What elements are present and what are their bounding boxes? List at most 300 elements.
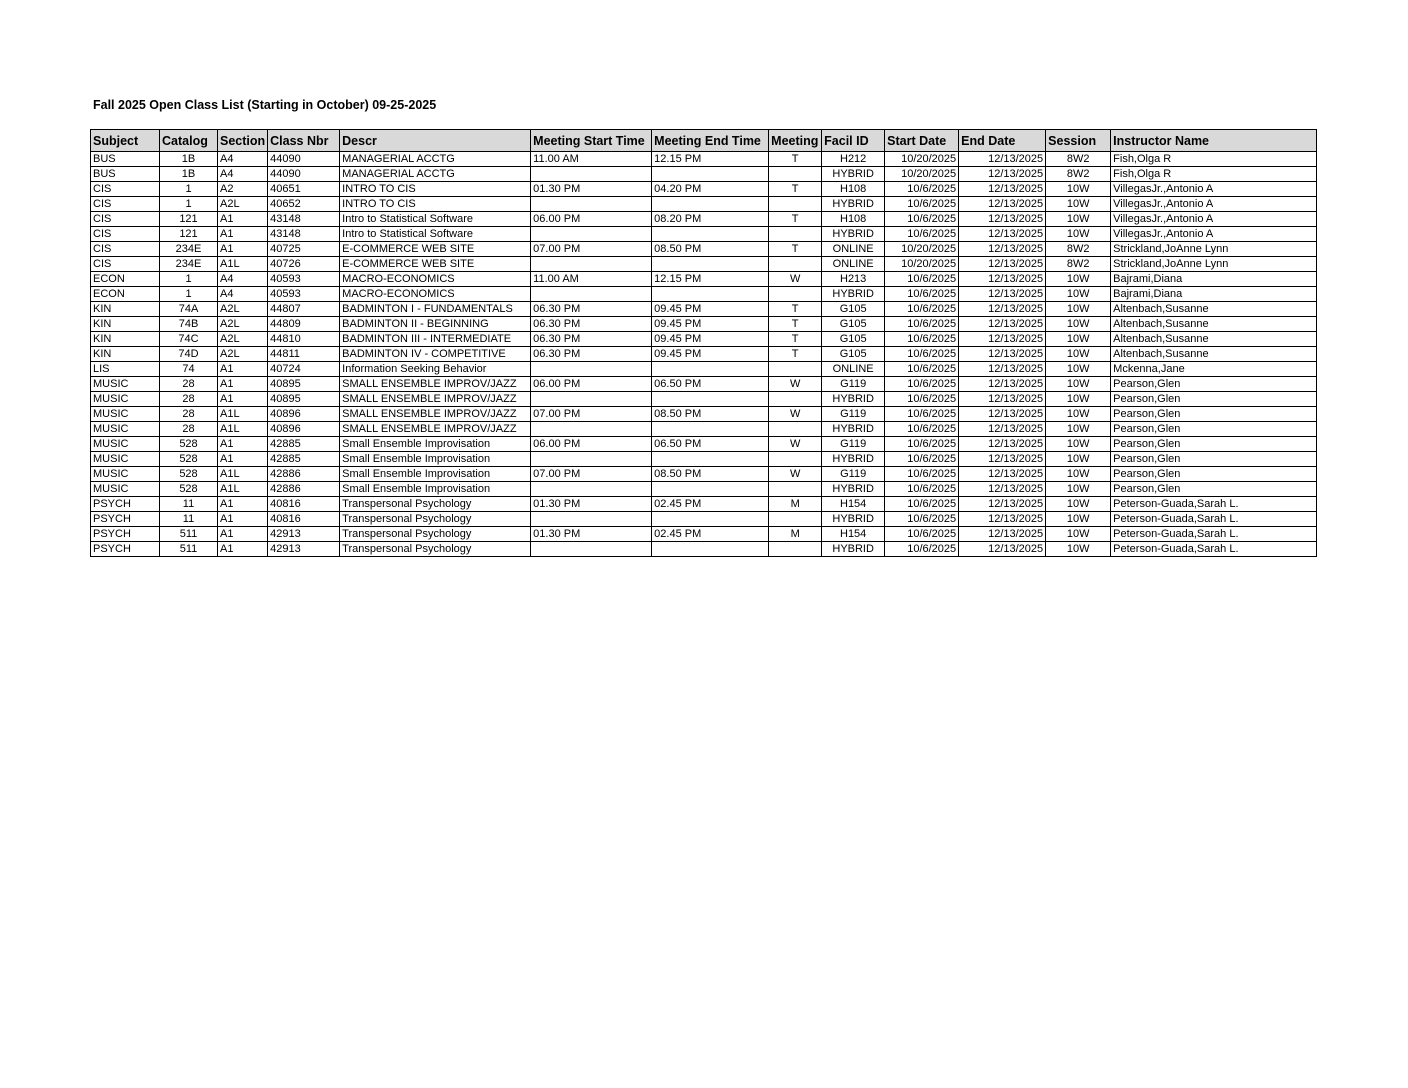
cell-meeting-start-time: 01.30 PM: [531, 182, 652, 197]
column-header-end-date: End Date: [959, 130, 1046, 152]
cell-facil-id: H154: [822, 527, 885, 542]
cell-meeting-start-time: [531, 422, 652, 437]
cell-section: A1L: [218, 257, 268, 272]
cell-start-date: 10/6/2025: [885, 317, 959, 332]
cell-end-date: 12/13/2025: [959, 362, 1046, 377]
cell-subject: MUSIC: [91, 407, 160, 422]
cell-subject: CIS: [91, 197, 160, 212]
table-row: [91, 272, 1317, 287]
cell-class-nbr: 42913: [268, 542, 340, 557]
cell-end-date: 12/13/2025: [959, 317, 1046, 332]
table-row: [91, 377, 1317, 392]
cell-catalog: 528: [160, 482, 218, 497]
cell-facil-id: G119: [822, 467, 885, 482]
cell-meeting-end-time: 06.50 PM: [652, 437, 769, 452]
cell-meeting: T: [769, 242, 822, 257]
cell-instructor-name: Pearson,Glen: [1111, 437, 1317, 452]
cell-start-date: 10/6/2025: [885, 272, 959, 287]
cell-catalog: 74: [160, 362, 218, 377]
cell-descr: BADMINTON III - INTERMEDIATE: [340, 332, 531, 347]
cell-subject: PSYCH: [91, 527, 160, 542]
cell-subject: MUSIC: [91, 377, 160, 392]
cell-session: 10W: [1046, 287, 1111, 302]
cell-instructor-name: Fish,Olga R: [1111, 167, 1317, 182]
cell-instructor-name: Peterson-Guada,Sarah L.: [1111, 512, 1317, 527]
cell-class-nbr: 43148: [268, 227, 340, 242]
cell-start-date: 10/6/2025: [885, 542, 959, 557]
cell-meeting-start-time: [531, 392, 652, 407]
cell-catalog: 74C: [160, 332, 218, 347]
cell-class-nbr: 40896: [268, 407, 340, 422]
cell-facil-id: HYBRID: [822, 482, 885, 497]
cell-class-nbr: 42885: [268, 452, 340, 467]
cell-instructor-name: Pearson,Glen: [1111, 452, 1317, 467]
cell-descr: Intro to Statistical Software: [340, 212, 531, 227]
cell-subject: BUS: [91, 152, 160, 167]
cell-descr: Transpersonal Psychology: [340, 512, 531, 527]
column-header-class-nbr: Class Nbr: [268, 130, 340, 152]
cell-meeting-start-time: 07.00 PM: [531, 467, 652, 482]
table-row: [91, 197, 1317, 212]
cell-end-date: 12/13/2025: [959, 527, 1046, 542]
cell-session: 10W: [1046, 512, 1111, 527]
cell-end-date: 12/13/2025: [959, 167, 1046, 182]
cell-meeting-end-time: [652, 512, 769, 527]
cell-section: A1: [218, 452, 268, 467]
column-header-meeting-end-time: Meeting End Time: [652, 130, 769, 152]
cell-meeting-start-time: 07.00 PM: [531, 407, 652, 422]
cell-meeting-end-time: 08.50 PM: [652, 407, 769, 422]
column-header-section: Section: [218, 130, 268, 152]
column-header-meeting: Meeting: [769, 130, 822, 152]
cell-section: A1L: [218, 482, 268, 497]
cell-meeting: [769, 482, 822, 497]
cell-subject: MUSIC: [91, 392, 160, 407]
cell-meeting: T: [769, 152, 822, 167]
cell-meeting-end-time: 04.20 PM: [652, 182, 769, 197]
table-row: [91, 497, 1317, 512]
cell-meeting-start-time: 06.30 PM: [531, 347, 652, 362]
cell-meeting-end-time: [652, 167, 769, 182]
cell-class-nbr: 40724: [268, 362, 340, 377]
cell-end-date: 12/13/2025: [959, 542, 1046, 557]
cell-meeting-end-time: 06.50 PM: [652, 377, 769, 392]
cell-instructor-name: Peterson-Guada,Sarah L.: [1111, 497, 1317, 512]
cell-meeting-start-time: 07.00 PM: [531, 242, 652, 257]
cell-start-date: 10/6/2025: [885, 452, 959, 467]
cell-end-date: 12/13/2025: [959, 422, 1046, 437]
cell-start-date: 10/6/2025: [885, 527, 959, 542]
cell-subject: PSYCH: [91, 512, 160, 527]
table-row: [91, 392, 1317, 407]
cell-meeting: [769, 167, 822, 182]
cell-meeting: W: [769, 272, 822, 287]
cell-instructor-name: Pearson,Glen: [1111, 377, 1317, 392]
cell-section: A1: [218, 212, 268, 227]
cell-section: A1: [218, 377, 268, 392]
cell-instructor-name: Altenbach,Susanne: [1111, 302, 1317, 317]
cell-end-date: 12/13/2025: [959, 467, 1046, 482]
cell-end-date: 12/13/2025: [959, 347, 1046, 362]
cell-catalog: 528: [160, 467, 218, 482]
cell-session: 10W: [1046, 452, 1111, 467]
cell-descr: SMALL ENSEMBLE IMPROV/JAZZ: [340, 407, 531, 422]
cell-meeting-end-time: 09.45 PM: [652, 347, 769, 362]
cell-facil-id: H213: [822, 272, 885, 287]
cell-subject: BUS: [91, 167, 160, 182]
cell-catalog: 1: [160, 287, 218, 302]
cell-session: 10W: [1046, 467, 1111, 482]
table-row: [91, 287, 1317, 302]
cell-meeting-start-time: 01.30 PM: [531, 497, 652, 512]
cell-catalog: 528: [160, 452, 218, 467]
cell-instructor-name: Altenbach,Susanne: [1111, 317, 1317, 332]
cell-class-nbr: 42913: [268, 527, 340, 542]
cell-start-date: 10/6/2025: [885, 377, 959, 392]
cell-instructor-name: Peterson-Guada,Sarah L.: [1111, 527, 1317, 542]
cell-class-nbr: 40593: [268, 272, 340, 287]
cell-facil-id: HYBRID: [822, 422, 885, 437]
cell-instructor-name: Peterson-Guada,Sarah L.: [1111, 542, 1317, 557]
cell-instructor-name: Mckenna,Jane: [1111, 362, 1317, 377]
cell-session: 10W: [1046, 227, 1111, 242]
cell-catalog: 1: [160, 197, 218, 212]
cell-start-date: 10/6/2025: [885, 407, 959, 422]
cell-meeting: T: [769, 212, 822, 227]
cell-subject: PSYCH: [91, 497, 160, 512]
cell-start-date: 10/20/2025: [885, 257, 959, 272]
cell-class-nbr: 40593: [268, 287, 340, 302]
cell-start-date: 10/6/2025: [885, 512, 959, 527]
cell-instructor-name: Fish,Olga R: [1111, 152, 1317, 167]
cell-meeting-end-time: [652, 542, 769, 557]
cell-class-nbr: 44811: [268, 347, 340, 362]
cell-class-nbr: 40895: [268, 377, 340, 392]
cell-facil-id: G119: [822, 407, 885, 422]
cell-subject: MUSIC: [91, 482, 160, 497]
cell-subject: CIS: [91, 242, 160, 257]
cell-meeting: [769, 392, 822, 407]
cell-end-date: 12/13/2025: [959, 392, 1046, 407]
cell-meeting-end-time: 09.45 PM: [652, 332, 769, 347]
cell-instructor-name: Pearson,Glen: [1111, 392, 1317, 407]
cell-meeting-end-time: 09.45 PM: [652, 302, 769, 317]
cell-class-nbr: 40816: [268, 512, 340, 527]
cell-class-nbr: 44809: [268, 317, 340, 332]
cell-descr: MACRO-ECONOMICS: [340, 272, 531, 287]
cell-meeting-end-time: 12.15 PM: [652, 272, 769, 287]
cell-section: A2L: [218, 302, 268, 317]
cell-meeting-start-time: [531, 257, 652, 272]
cell-class-nbr: 44810: [268, 332, 340, 347]
cell-meeting: [769, 197, 822, 212]
table-row: [91, 242, 1317, 257]
cell-end-date: 12/13/2025: [959, 377, 1046, 392]
cell-end-date: 12/13/2025: [959, 227, 1046, 242]
cell-session: 8W2: [1046, 242, 1111, 257]
cell-facil-id: HYBRID: [822, 452, 885, 467]
cell-section: A4: [218, 167, 268, 182]
cell-facil-id: HYBRID: [822, 197, 885, 212]
class-list-table: [90, 129, 1317, 557]
cell-meeting-start-time: [531, 512, 652, 527]
table-row: [91, 407, 1317, 422]
cell-subject: CIS: [91, 182, 160, 197]
cell-end-date: 12/13/2025: [959, 302, 1046, 317]
cell-facil-id: G105: [822, 302, 885, 317]
cell-catalog: 11: [160, 497, 218, 512]
cell-descr: MANAGERIAL ACCTG: [340, 152, 531, 167]
cell-start-date: 10/6/2025: [885, 347, 959, 362]
cell-facil-id: HYBRID: [822, 287, 885, 302]
cell-descr: E-COMMERCE WEB SITE: [340, 257, 531, 272]
cell-start-date: 10/6/2025: [885, 302, 959, 317]
cell-subject: CIS: [91, 257, 160, 272]
cell-section: A2L: [218, 317, 268, 332]
cell-end-date: 12/13/2025: [959, 332, 1046, 347]
cell-descr: BADMINTON II - BEGINNING: [340, 317, 531, 332]
cell-end-date: 12/13/2025: [959, 482, 1046, 497]
cell-meeting-end-time: [652, 422, 769, 437]
cell-meeting-start-time: 06.00 PM: [531, 437, 652, 452]
cell-section: A4: [218, 152, 268, 167]
cell-meeting: [769, 287, 822, 302]
cell-facil-id: ONLINE: [822, 242, 885, 257]
cell-instructor-name: Pearson,Glen: [1111, 482, 1317, 497]
cell-end-date: 12/13/2025: [959, 407, 1046, 422]
cell-session: 10W: [1046, 182, 1111, 197]
cell-meeting-end-time: 02.45 PM: [652, 527, 769, 542]
cell-section: A1: [218, 392, 268, 407]
cell-meeting-start-time: 01.30 PM: [531, 527, 652, 542]
cell-meeting-start-time: 06.00 PM: [531, 212, 652, 227]
cell-descr: Information Seeking Behavior: [340, 362, 531, 377]
cell-descr: BADMINTON I - FUNDAMENTALS: [340, 302, 531, 317]
column-header-descr: Descr: [340, 130, 531, 152]
table-row: [91, 257, 1317, 272]
cell-section: A2L: [218, 347, 268, 362]
cell-meeting-start-time: [531, 542, 652, 557]
cell-meeting: W: [769, 407, 822, 422]
cell-start-date: 10/20/2025: [885, 152, 959, 167]
cell-instructor-name: Pearson,Glen: [1111, 422, 1317, 437]
table-row: [91, 437, 1317, 452]
table-row: [91, 167, 1317, 182]
cell-class-nbr: 40816: [268, 497, 340, 512]
cell-start-date: 10/6/2025: [885, 332, 959, 347]
cell-class-nbr: 40895: [268, 392, 340, 407]
column-header-catalog: Catalog: [160, 130, 218, 152]
cell-descr: MACRO-ECONOMICS: [340, 287, 531, 302]
cell-class-nbr: 40725: [268, 242, 340, 257]
cell-catalog: 1B: [160, 167, 218, 182]
cell-meeting: W: [769, 437, 822, 452]
cell-section: A1: [218, 437, 268, 452]
cell-session: 10W: [1046, 197, 1111, 212]
cell-start-date: 10/20/2025: [885, 167, 959, 182]
cell-facil-id: HYBRID: [822, 392, 885, 407]
cell-meeting-end-time: 08.50 PM: [652, 467, 769, 482]
column-header-start-date: Start Date: [885, 130, 959, 152]
cell-meeting: [769, 542, 822, 557]
cell-session: 10W: [1046, 317, 1111, 332]
cell-catalog: 74A: [160, 302, 218, 317]
cell-session: 10W: [1046, 527, 1111, 542]
cell-catalog: 1B: [160, 152, 218, 167]
page-title: Fall 2025 Open Class List (Starting in October) 09-25-2025: [93, 98, 437, 112]
cell-session: 10W: [1046, 407, 1111, 422]
cell-meeting-start-time: 11.00 AM: [531, 272, 652, 287]
table-row: [91, 452, 1317, 467]
cell-section: A1L: [218, 407, 268, 422]
cell-meeting: M: [769, 527, 822, 542]
cell-instructor-name: Bajrami,Diana: [1111, 272, 1317, 287]
cell-section: A4: [218, 272, 268, 287]
cell-subject: MUSIC: [91, 467, 160, 482]
cell-class-nbr: 44090: [268, 167, 340, 182]
table-row: [91, 362, 1317, 377]
cell-section: A4: [218, 287, 268, 302]
cell-meeting-start-time: [531, 167, 652, 182]
cell-catalog: 28: [160, 422, 218, 437]
cell-start-date: 10/6/2025: [885, 212, 959, 227]
cell-catalog: 28: [160, 377, 218, 392]
cell-meeting-end-time: [652, 257, 769, 272]
table-row: [91, 212, 1317, 227]
cell-subject: ECON: [91, 287, 160, 302]
cell-end-date: 12/13/2025: [959, 287, 1046, 302]
cell-facil-id: HYBRID: [822, 512, 885, 527]
cell-end-date: 12/13/2025: [959, 257, 1046, 272]
cell-meeting: [769, 422, 822, 437]
cell-start-date: 10/6/2025: [885, 422, 959, 437]
column-header-subject: Subject: [91, 130, 160, 152]
cell-meeting-end-time: [652, 482, 769, 497]
cell-descr: Small Ensemble Improvisation: [340, 452, 531, 467]
cell-subject: MUSIC: [91, 437, 160, 452]
cell-meeting: [769, 362, 822, 377]
cell-instructor-name: VillegasJr.,Antonio A: [1111, 212, 1317, 227]
cell-subject: KIN: [91, 317, 160, 332]
cell-catalog: 121: [160, 227, 218, 242]
cell-start-date: 10/6/2025: [885, 497, 959, 512]
cell-facil-id: HYBRID: [822, 542, 885, 557]
cell-catalog: 528: [160, 437, 218, 452]
cell-start-date: 10/20/2025: [885, 242, 959, 257]
cell-descr: INTRO TO CIS: [340, 197, 531, 212]
cell-meeting: [769, 257, 822, 272]
cell-descr: Small Ensemble Improvisation: [340, 482, 531, 497]
cell-instructor-name: Altenbach,Susanne: [1111, 347, 1317, 362]
cell-descr: E-COMMERCE WEB SITE: [340, 242, 531, 257]
cell-facil-id: G105: [822, 317, 885, 332]
cell-section: A2L: [218, 332, 268, 347]
cell-instructor-name: Strickland,JoAnne Lynn: [1111, 257, 1317, 272]
cell-meeting-end-time: 12.15 PM: [652, 152, 769, 167]
cell-catalog: 28: [160, 392, 218, 407]
cell-meeting-end-time: [652, 287, 769, 302]
cell-start-date: 10/6/2025: [885, 287, 959, 302]
cell-facil-id: ONLINE: [822, 362, 885, 377]
cell-catalog: 511: [160, 542, 218, 557]
cell-section: A2L: [218, 197, 268, 212]
cell-catalog: 1: [160, 272, 218, 287]
table-row: [91, 512, 1317, 527]
cell-meeting-end-time: 08.50 PM: [652, 242, 769, 257]
cell-end-date: 12/13/2025: [959, 452, 1046, 467]
cell-catalog: 234E: [160, 242, 218, 257]
cell-end-date: 12/13/2025: [959, 212, 1046, 227]
cell-session: 8W2: [1046, 167, 1111, 182]
cell-subject: KIN: [91, 332, 160, 347]
cell-class-nbr: 42886: [268, 482, 340, 497]
cell-descr: Transpersonal Psychology: [340, 527, 531, 542]
cell-meeting-end-time: [652, 452, 769, 467]
cell-subject: LIS: [91, 362, 160, 377]
cell-catalog: 234E: [160, 257, 218, 272]
cell-end-date: 12/13/2025: [959, 242, 1046, 257]
cell-descr: Small Ensemble Improvisation: [340, 437, 531, 452]
table-row: [91, 347, 1317, 362]
cell-session: 10W: [1046, 332, 1111, 347]
cell-descr: SMALL ENSEMBLE IMPROV/JAZZ: [340, 392, 531, 407]
cell-catalog: 121: [160, 212, 218, 227]
cell-section: A1L: [218, 422, 268, 437]
table-row: [91, 182, 1317, 197]
cell-catalog: 511: [160, 527, 218, 542]
cell-start-date: 10/6/2025: [885, 227, 959, 242]
cell-meeting: [769, 452, 822, 467]
cell-meeting-end-time: 09.45 PM: [652, 317, 769, 332]
cell-facil-id: H154: [822, 497, 885, 512]
cell-meeting-end-time: [652, 362, 769, 377]
table-row: [91, 422, 1317, 437]
cell-meeting: T: [769, 332, 822, 347]
cell-session: 10W: [1046, 482, 1111, 497]
cell-meeting-start-time: [531, 482, 652, 497]
cell-meeting: M: [769, 497, 822, 512]
cell-meeting: [769, 227, 822, 242]
cell-subject: KIN: [91, 302, 160, 317]
cell-section: A1: [218, 542, 268, 557]
cell-start-date: 10/6/2025: [885, 392, 959, 407]
cell-instructor-name: Strickland,JoAnne Lynn: [1111, 242, 1317, 257]
cell-subject: PSYCH: [91, 542, 160, 557]
cell-section: A2: [218, 182, 268, 197]
cell-session: 10W: [1046, 542, 1111, 557]
cell-end-date: 12/13/2025: [959, 437, 1046, 452]
cell-session: 10W: [1046, 422, 1111, 437]
cell-subject: ECON: [91, 272, 160, 287]
cell-facil-id: H108: [822, 212, 885, 227]
cell-instructor-name: Altenbach,Susanne: [1111, 332, 1317, 347]
cell-descr: MANAGERIAL ACCTG: [340, 167, 531, 182]
cell-meeting: W: [769, 467, 822, 482]
cell-catalog: 74D: [160, 347, 218, 362]
cell-section: A1: [218, 497, 268, 512]
cell-session: 8W2: [1046, 152, 1111, 167]
cell-instructor-name: VillegasJr.,Antonio A: [1111, 197, 1317, 212]
cell-catalog: 11: [160, 512, 218, 527]
cell-class-nbr: 44807: [268, 302, 340, 317]
cell-class-nbr: 44090: [268, 152, 340, 167]
cell-start-date: 10/6/2025: [885, 437, 959, 452]
cell-meeting-end-time: [652, 197, 769, 212]
header-row: [91, 130, 1317, 152]
cell-meeting-start-time: 11.00 AM: [531, 152, 652, 167]
column-header-instructor-name: Instructor Name: [1111, 130, 1317, 152]
cell-instructor-name: VillegasJr.,Antonio A: [1111, 182, 1317, 197]
